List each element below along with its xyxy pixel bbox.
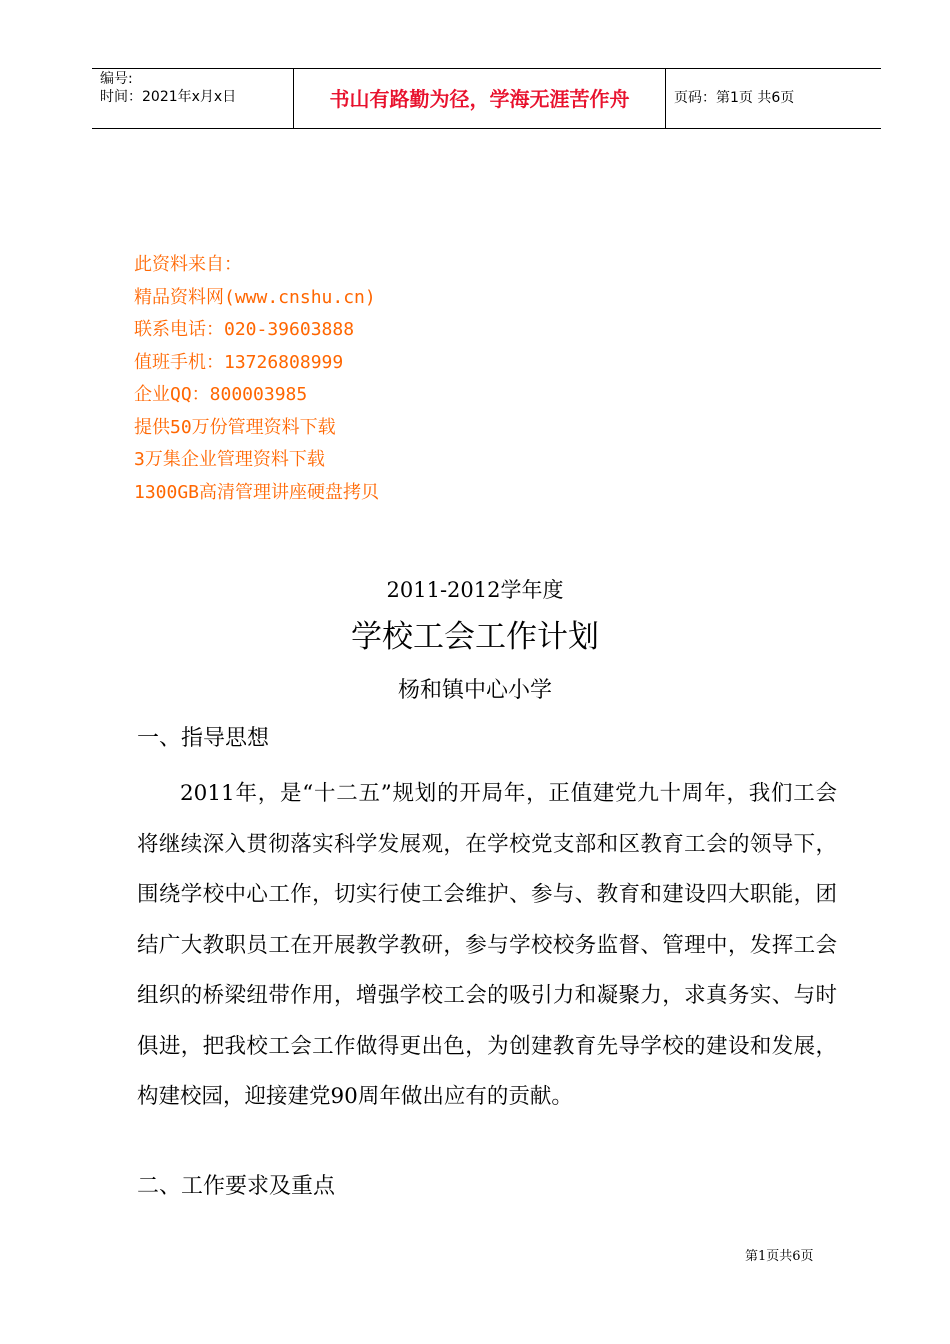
promo-line: 企业QQ：800003985 bbox=[134, 384, 308, 405]
promo-block bbox=[134, 249, 379, 509]
promo-line: 此资料来自： bbox=[134, 254, 242, 275]
promo-line: 提供50万份管理资料下载 bbox=[134, 416, 336, 438]
header-divider-right bbox=[665, 69, 666, 128]
section-heading-guiding-thought: 一、指导思想 bbox=[137, 726, 270, 751]
header-motto: 书山有路勤为径，学海无涯苦作舟 bbox=[329, 87, 630, 111]
promo-line: 3万集企业管理资料下载 bbox=[134, 449, 325, 470]
promo-line: 精品资料网(www.cnshu.cn) bbox=[134, 286, 376, 308]
header-bottom-rule bbox=[92, 128, 881, 129]
header-time-label: 时间：2021年x月x日 bbox=[100, 89, 237, 105]
header-top-rule bbox=[92, 68, 881, 69]
header-code-label: 编号: bbox=[100, 71, 133, 87]
promo-line: 值班手机：13726808999 bbox=[134, 351, 344, 373]
footer-page-number: 第1页共6页 bbox=[745, 1249, 814, 1264]
guiding-thought-paragraph: 2011年，是“十二五”规划的开局年，正值建党九十周年，我们工会将继续深入贯彻落实科学发展观，在学校党支部和区教育工会的领导下，围绕学校中心工作，切实行使工会维护、参与、教育和建设四大职能，团结广大教职员工在开展教学教研，参与学校校务监督、管理中，发挥工会组织的桥梁纽带作用，增强学校工会的吸引力和凝聚力，求真务实、与时俱进，把我校工会工作做得更出色，为创建教育先导学校的建设和发展，构建校园，迎接建党90周年做出应有的贡献。 bbox=[137, 781, 837, 1109]
promo-line: 联系电话：020-39603888 bbox=[134, 319, 355, 340]
academic-year-title: 2011-2012学年度 bbox=[386, 578, 564, 602]
school-name: 杨和镇中心小学 bbox=[397, 678, 552, 703]
section-heading-work-requirements: 二、工作要求及重点 bbox=[137, 1174, 336, 1199]
header-page-label: 页码：第1页 共6页 bbox=[674, 90, 795, 106]
page-title: 学校工会工作计划 bbox=[351, 619, 599, 655]
promo-line: 1300GB高清管理讲座硬盘拷贝 bbox=[134, 481, 380, 503]
